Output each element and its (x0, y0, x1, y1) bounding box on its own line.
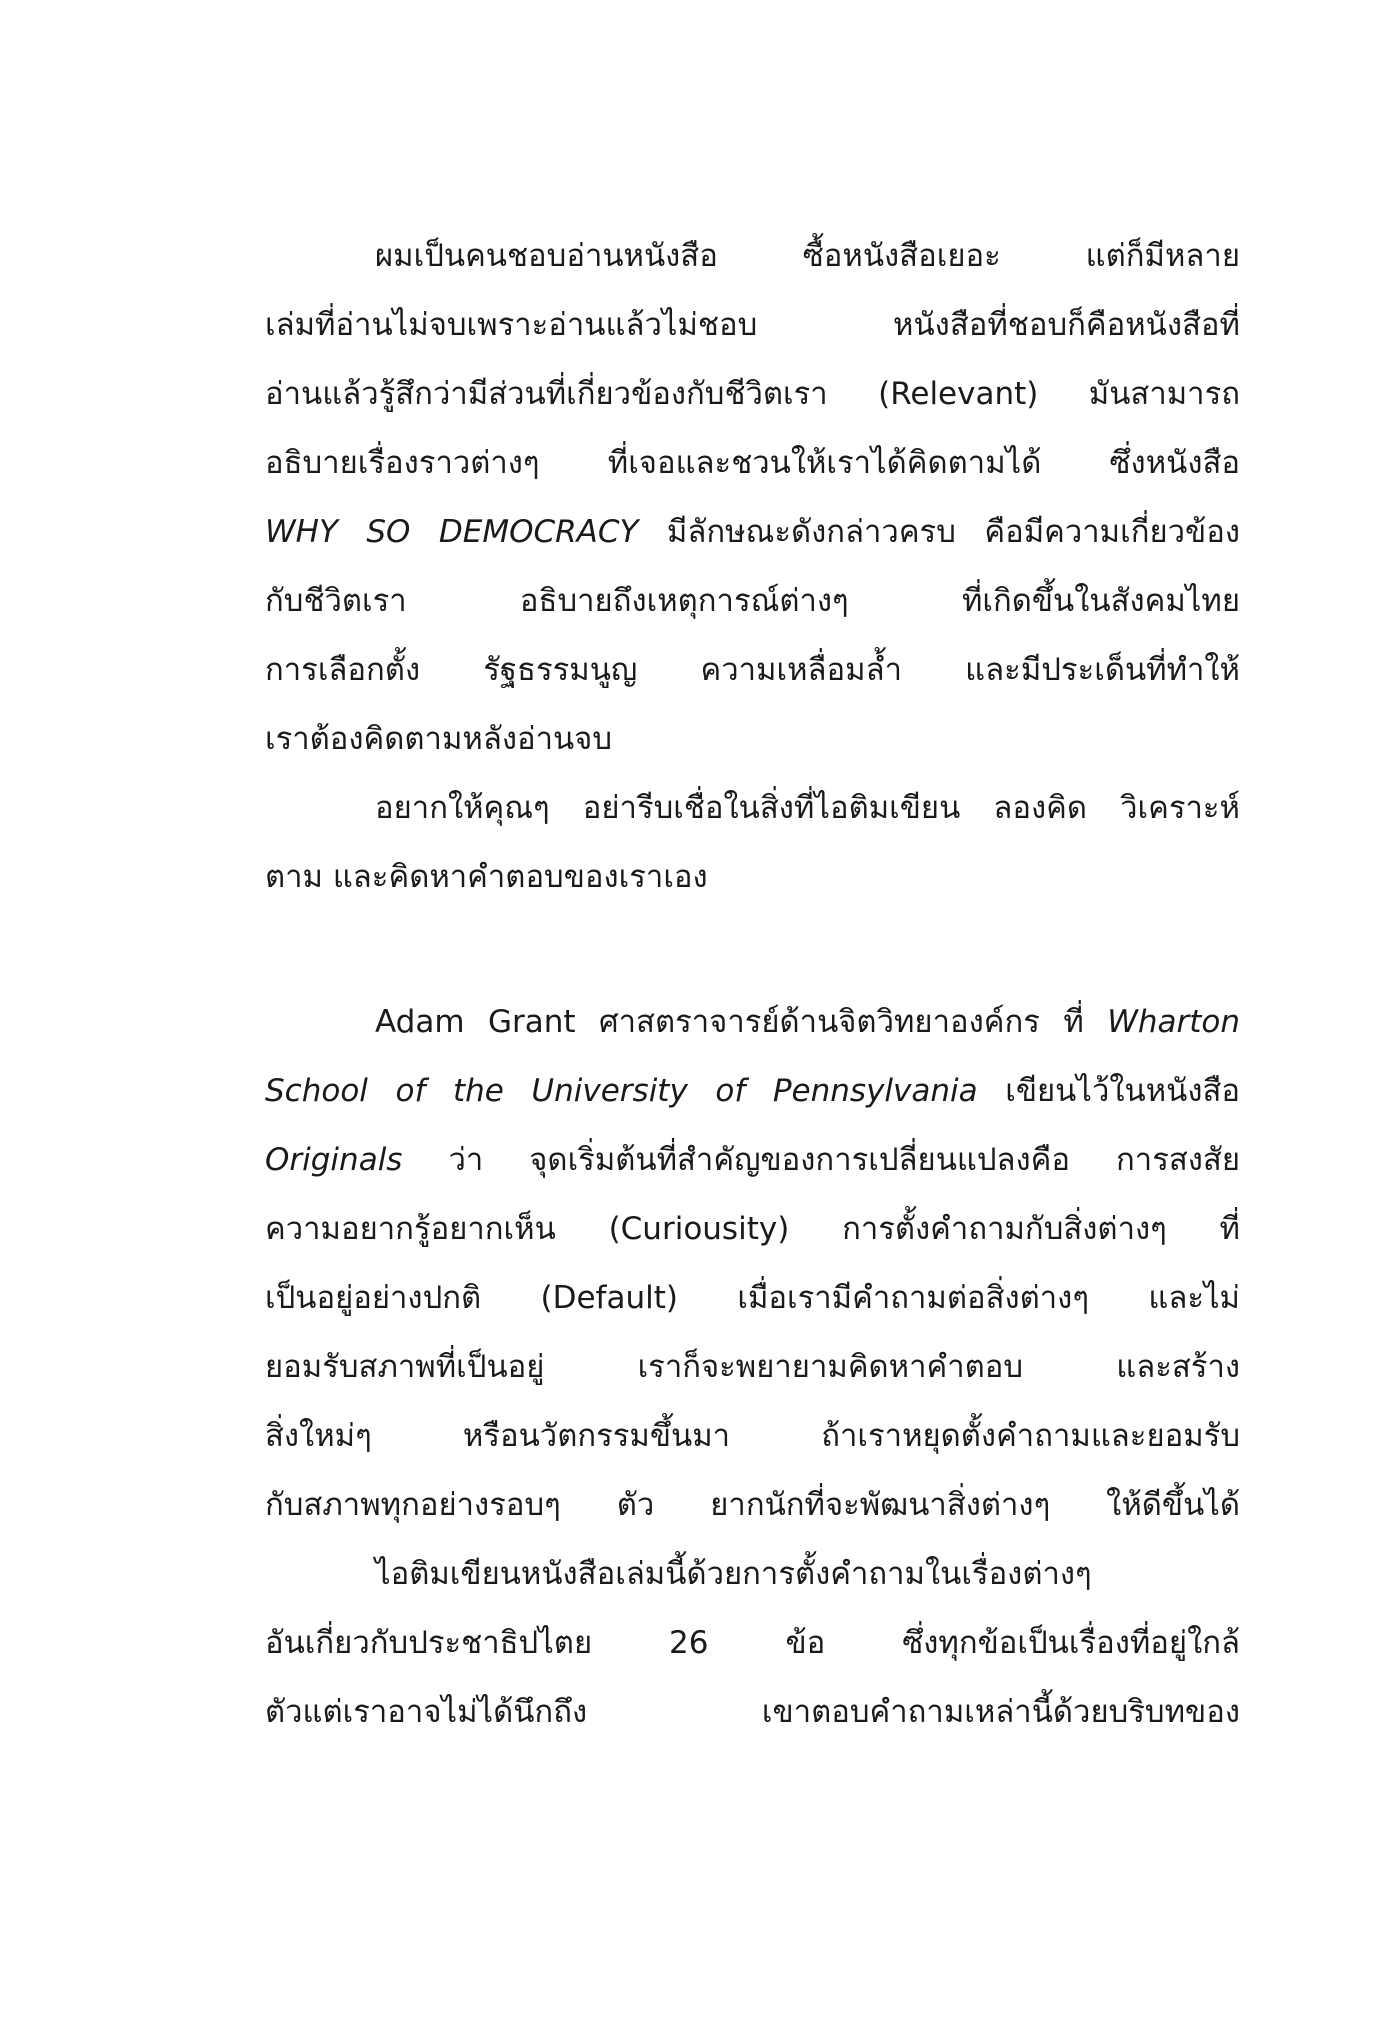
text-line: เป็นอยู่อย่างปกติ (Default) เมื่อเรามีคำถามต่อสิ่งต่างๆ และไม่ (265, 1280, 1240, 1316)
book-title: Originals (265, 1142, 403, 1178)
book-title: WHY SO DEMOCRACY (265, 514, 639, 550)
text-line: เล่มที่อ่านไม่จบเพราะอ่านแล้วไม่ชอบ หนังสือที่ชอบก็คือหนังสือที่ (265, 307, 1240, 343)
text-line: ความอยากรู้อยากเห็น (Curiousity) การตั้งคำถามกับสิ่งต่างๆ ที่ (265, 1211, 1240, 1247)
text-line: ผมเป็นคนชอบอ่านหนังสือ ซื้อหนังสือเยอะ แต่ก็มีหลาย (375, 238, 1240, 274)
text-line: อธิบายเรื่องราวต่างๆ ที่เจอและชวนให้เราได้คิดตามได้ ซึ่งหนังสือ (265, 445, 1240, 481)
text-line: ยอมรับสภาพที่เป็นอยู่ เราก็จะพยายามคิดหาคำตอบ และสร้าง (265, 1349, 1240, 1385)
text-line: ไอติมเขียนหนังสือเล่มนี้ด้วยการตั้งคำถามในเรื่องต่างๆ (375, 1556, 1092, 1592)
school-name: School of the University of Pennsylvania (265, 1073, 978, 1109)
text-line (265, 988, 1240, 1057)
text-line: สิ่งใหม่ๆ หรือนวัตกรรมขึ้นมา ถ้าเราหยุดตั้งคำถามและยอมรับ (265, 1418, 1240, 1454)
text-line: อยากให้คุณๆ อย่ารีบเชื่อในสิ่งที่ไอติมเขียน ลองคิด วิเคราะห์ (375, 790, 1240, 826)
text-line: เราต้องคิดตามหลังอ่านจบ (265, 721, 613, 757)
text-line (265, 1057, 1240, 1126)
text-line: กับสภาพทุกอย่างรอบๆ ตัว ยากนักที่จะพัฒนาสิ่งต่างๆ ให้ดีขึ้นได้ (265, 1487, 1240, 1523)
text-line: อันเกี่ยวกับประชาธิปไตย 26 ข้อ ซึ่งทุกข้อเป็นเรื่องที่อยู่ใกล้ (265, 1625, 1240, 1661)
text-line (265, 1126, 1240, 1195)
text-line: การเลือกตั้ง รัฐธรรมนูญ ความเหลื่อมล้ำ และมีประเด็นที่ทำให้ (265, 652, 1240, 688)
text-fragment: เขียนไว้ในหนังสือ (1005, 1073, 1240, 1109)
paragraph-section-1 (265, 222, 1240, 912)
text-fragment: Adam Grant ศาสตราจารย์ด้านจิตวิทยาองค์กร ที่ (375, 1004, 1084, 1040)
text-line: ตาม และคิดหาคำตอบของเราเอง (265, 859, 708, 895)
text-fragment: มีลักษณะดังกล่าวครบ คือมีความเกี่ยวข้อง (666, 514, 1240, 550)
paragraph-section-2 (265, 988, 1240, 1747)
text-line: กับชีวิตเรา อธิบายถึงเหตุการณ์ต่างๆ ที่เกิดขึ้นในสังคมไทย (265, 583, 1240, 619)
school-name: Wharton (1107, 1004, 1241, 1040)
text-fragment: ว่า จุดเริ่มต้นที่สำคัญของการเปลี่ยนแปลงคือ การสงสัย (448, 1142, 1240, 1178)
text-line (265, 498, 1240, 567)
text-line: อ่านแล้วรู้สึกว่ามีส่วนที่เกี่ยวข้องกับชีวิตเรา (Relevant) มันสามารถ (265, 376, 1240, 412)
text-line: ตัวแต่เราอาจไม่ได้นึกถึง เขาตอบคำถามเหล่านี้ด้วยบริบทของ (265, 1694, 1240, 1730)
